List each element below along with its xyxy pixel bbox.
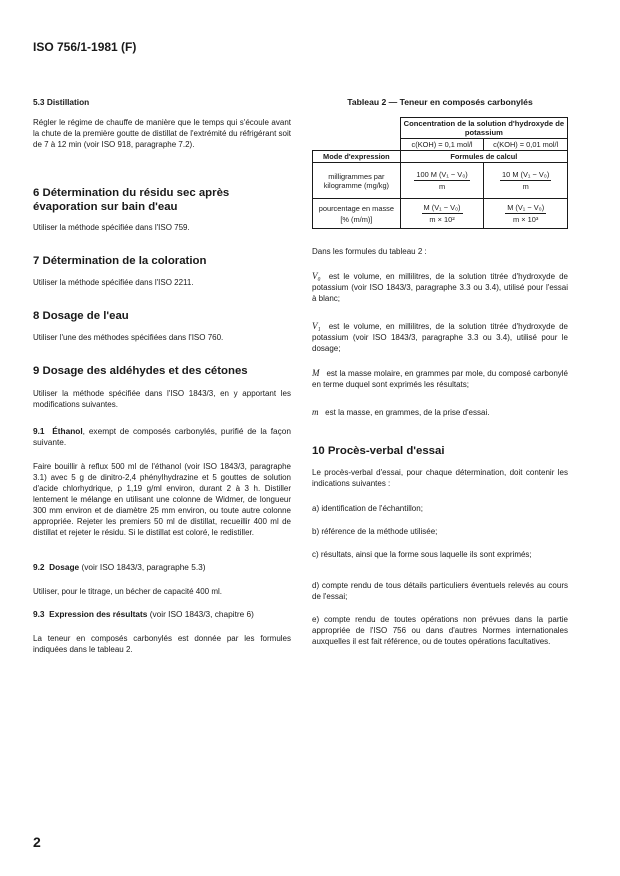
section-10-intro: Le procès-verbal d'essai, pour chaque détermination, doit contenir les indications suivantes : [312, 468, 568, 488]
section-9-1-text: Faire bouillir à reflux 500 ml de l'éthanol (voir ISO 1843/3, paragraphe 3.1) avec 5 g de dinitro-2,4 phénylhydrazine et 5 gouttes de solution d'acide chlorhydrique, ρ 1,19 g/ml environ, durant 2 à 3 h. Distiller lentement le mélange en utilisant une colonne de Widmer, de longueur 300 mm environ et de diamètre 25 mm environ, ou toute autre colonne appropriée. Rejeter les premiers 50 ml de distillat, recueillir 400 ml de distillat et rejeter le résidu. Si le distillat est coloré, le redistiller. [33, 462, 291, 537]
section-6-text: Utiliser la méthode spécifiée dans l'ISO 759. [33, 223, 190, 232]
section-9-3-text: La teneur en composés carbonylés est donnée par les formules indiquées dans le tableau 2. [33, 634, 291, 654]
section-8-text: Utiliser l'une des méthodes spécifiées dans l'ISO 760. [33, 333, 224, 342]
section-5-3-text: Régler le régime de chauffe de manière que le temps qui s'écoule avant la chute de la première goutte de distillat de l'extrémité du réfrigérant soit de 7 à 12 min (voir ISO 918, paragraphe 7.2). [33, 118, 291, 149]
table-2 [312, 117, 568, 229]
section-5-3-title: 5.3 Distillation [33, 97, 90, 107]
section-6-title: 6 Détermination du résidu sec après évaporation sur bain d'eau [33, 187, 230, 213]
section-9-1-title: 9.1 Éthanol, exempt de composés carbonylés, purifié de la façon suivante. [33, 426, 291, 447]
section-9-2-text: Utiliser, pour le titrage, un bécher de capacité 400 ml. [33, 587, 222, 596]
definition-M: M est la masse molaire, en grammes par mole, du composé carbonylé en terme duquel sont exprimés les résultats; [312, 368, 568, 389]
row-mgkg-label: milligrammes par kilogramme (mg/kg) [313, 163, 401, 199]
row-percent-label: pourcentage en masse [% (m/m)] [313, 199, 401, 229]
formulas-header: Formules de calcul [400, 151, 567, 163]
list-item-a: a) identification de l'échantillon; [312, 504, 423, 513]
section-10-title: 10 Procès-verbal d'essai [312, 445, 445, 457]
formulas-intro: Dans les formules du tableau 2 : [312, 247, 427, 256]
section-9-text: Utiliser la méthode spécifiée dans l'ISO 1843/3, en y apportant les modifications suivantes. [33, 389, 291, 409]
section-9-title: 9 Dosage des aldéhydes et des cétones [33, 365, 248, 377]
section-7-text: Utiliser la méthode spécifiée dans l'ISO 2211. [33, 278, 194, 287]
page-header: ISO 756/1-1981 (F) [33, 40, 137, 54]
mode-header: Mode d'expression [313, 151, 401, 163]
list-item-b: b) référence de la méthode utilisée; [312, 527, 438, 536]
definition-m: m est la masse, en grammes, de la prise d'essai. [312, 407, 490, 417]
table-caption: Tableau 2 — Teneur en composés carbonylés [347, 97, 533, 107]
section-8-title: 8 Dosage de l'eau [33, 310, 129, 322]
row-percent-formula-2: $\frac{\text{M (V₁ − V₀)}}{\text{m × 10³}}$ [484, 199, 568, 229]
row-mgkg-formula-1: $\frac{\text{100 M (V₁ − V₀)}}{m}$ [400, 163, 484, 199]
row-percent-formula-1: $\frac{\text{M (V₁ − V₀)}}{\text{m × 10²}}$ [400, 199, 484, 229]
list-item-c: c) résultats, ainsi que la forme sous laquelle ils sont exprimés; [312, 550, 532, 559]
concentration-header: Concentration de la solution d'hydroxyde de potassium [400, 118, 567, 139]
definition-v0: V₀ est le volume, en millilitres, de la solution titrée d'hydroxyde de potassium (voir ISO 1843/3, paragraphe 3.3 ou 3.4), utilisé pour l'essai à blanc; [312, 271, 568, 303]
row-mgkg-formula-2: $\frac{\text{10 M (V₁ − V₀)}}{m}$ [484, 163, 568, 199]
list-item-d: d) compte rendu de tous détails particuliers éventuels relevés au cours de l'essai; [312, 581, 568, 601]
section-9-3-title: 9.3 Expression des résultats (voir ISO 1843/3, chapitre 6) [33, 609, 254, 619]
list-item-e: e) compte rendu de toutes opérations non prévues dans la partie appropriée de l'ISO 756 ou dans d'autres Normes internationales auxquelles il est fait référence, ou de toutes opérations facultatives. [312, 615, 568, 646]
page-number: 2 [33, 834, 41, 850]
section-9-2-title: 9.2 Dosage (voir ISO 1843/3, paragraphe 5.3) [33, 562, 206, 572]
conc-col-2: c(KOH) = 0,01 mol/l [484, 139, 568, 151]
section-7-title: 7 Détermination de la coloration [33, 255, 207, 267]
definition-v1: V₁ est le volume, en millilitres, de la solution titrée d'hydroxyde de potassium (voir ISO 1843/3, paragraphe 3.3 ou 3.4), utilisé pour le dosage; [312, 321, 568, 353]
conc-col-1: c(KOH) = 0,1 mol/l [400, 139, 484, 151]
